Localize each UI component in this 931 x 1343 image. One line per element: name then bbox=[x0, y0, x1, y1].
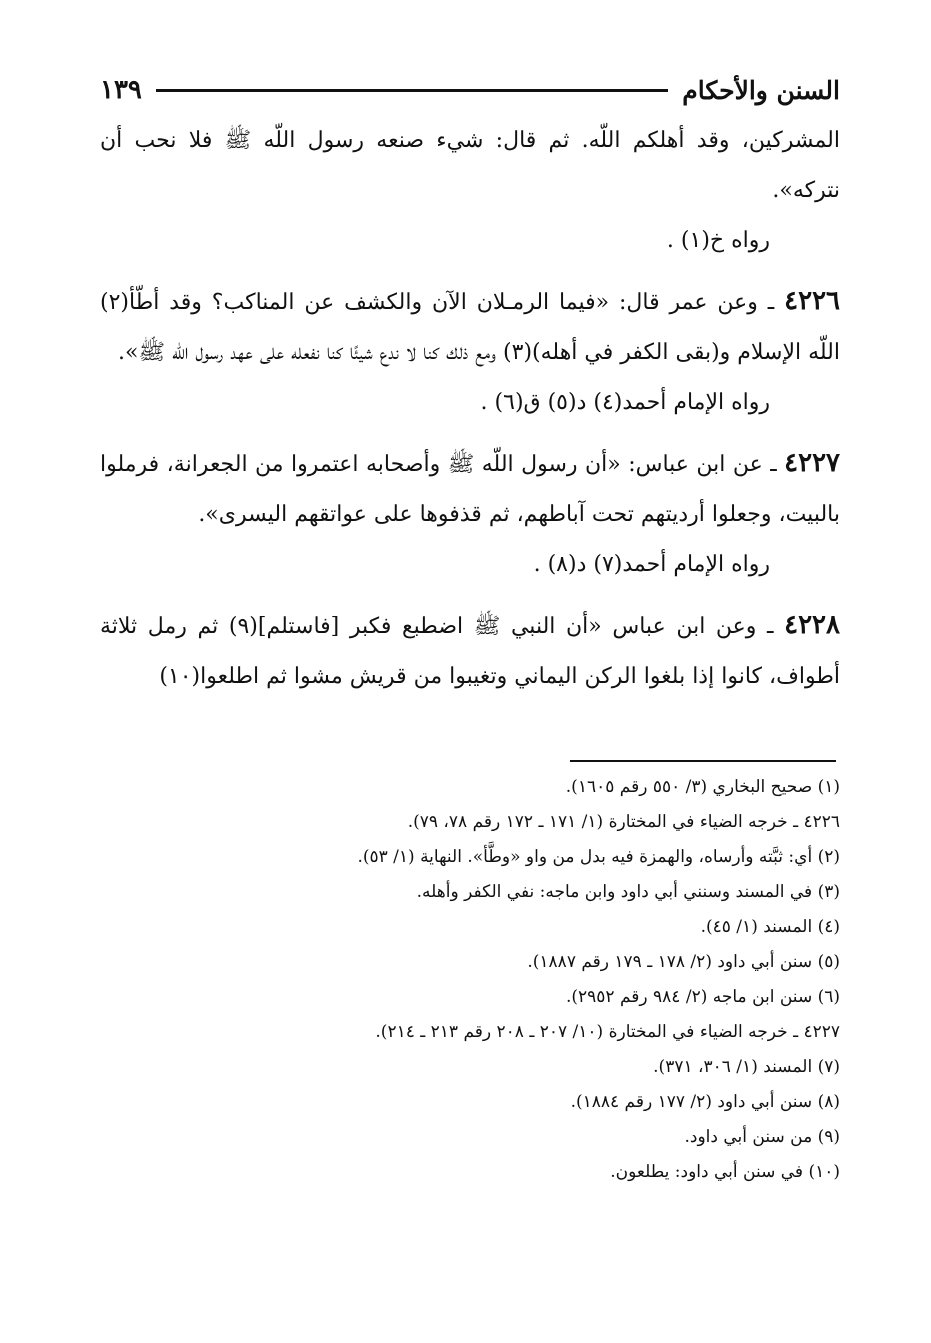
footnote-separator bbox=[570, 760, 836, 762]
hadith-4227 bbox=[100, 438, 840, 540]
footnote: (٧) المسند (١/ ٣٠٦، ٣٧١). bbox=[653, 1057, 840, 1077]
running-header bbox=[100, 70, 840, 110]
footnote: (٩) من سنن أبي داود. bbox=[684, 1127, 840, 1147]
hadith-number: ٤٢٢٧ bbox=[784, 448, 841, 478]
footnote: (٢) أي: ثبَّته وأرساه، والهمزة فيه بدل من واو «وطَّأ». النهاية (١/ ٥٣). bbox=[357, 847, 840, 867]
hadith-4226 bbox=[100, 276, 840, 378]
footnote: (٨) سنن أبي داود (٢/ ١٧٧ رقم ١٨٨٤). bbox=[570, 1092, 840, 1112]
hadith-number: ٤٢٢٦ bbox=[784, 286, 840, 316]
footnote: (١٠) في سنن أبي داود: يطلعون. bbox=[610, 1162, 840, 1182]
hadith-number: ٤٢٢٨ bbox=[784, 610, 840, 640]
footnote: (٥) سنن أبي داود (٢/ ١٧٨ ـ ١٧٩ رقم ١٨٨٧). bbox=[527, 952, 840, 972]
hadith-text: ـ وعن ابن عباس «أن النبي ﷺ اضطبع فكبر [فاستلم](٩) ثم رمل ثلاثة أطواف، كانوا إذا بلغوا الركن اليماني وتغيبوا من قريش مشوا ثم اطلعوا(١٠) bbox=[100, 614, 840, 689]
continued-hadith bbox=[100, 116, 840, 216]
chapter-title: السنن والأحكام bbox=[682, 75, 840, 105]
footnote: (٦) سنن ابن ماجه (٢/ ٩٨٤ رقم ٢٩٥٢). bbox=[565, 987, 840, 1007]
hadith-text: المشركين، وقد أهلكم اللّه. ثم قال: شيء صنعه رسول اللّه ﷺ فلا نحب أن نتركه». bbox=[100, 128, 840, 203]
narration-source: رواه الإمام أحمد(٧) د(٨) . bbox=[533, 552, 770, 577]
footnote: (٣) في المسند وسنني أبي داود وابن ماجه: نفي الكفر وأهله. bbox=[416, 882, 840, 902]
footnote: ٤٢٢٧ ـ خرجه الضياء في المختارة (١٠/ ٢٠٧ ـ ٢٠٨ رقم ٢١٣ ـ ٢١٤). bbox=[375, 1022, 840, 1042]
footnotes bbox=[100, 770, 840, 1190]
hadith-4228 bbox=[100, 600, 840, 702]
narration-source: رواه خ(١) . bbox=[666, 228, 770, 253]
hadith-text: ـ عن ابن عباس: «أن رسول اللّه ﷺ وأصحابه اعتمروا من الجعرانة، فرملوا بالبيت، وجعلوا أرديتهم تحت آباطهم، ثم قذفوها على عواتقهم اليسرى». bbox=[100, 452, 840, 527]
header-rule bbox=[156, 89, 668, 92]
page-number: ١٣٩ bbox=[100, 75, 142, 105]
footnote: (١) صحيح البخاري (٣/ ٥٥٠ رقم ١٦٠٥). bbox=[565, 777, 840, 797]
main-text bbox=[100, 116, 840, 702]
footnote: ٤٢٢٦ ـ خرجه الضياء في المختارة (١/ ١٧١ ـ ١٧٢ رقم ٧٨، ٧٩). bbox=[407, 812, 840, 832]
footnote: (٤) المسند (١/ ٤٥). bbox=[700, 917, 840, 937]
narration-source: رواه الإمام أحمد(٤) د(٥) ق(٦) . bbox=[480, 390, 770, 415]
hadith-text: ـ وعن عمر قال: «فيما الرمـلان الآن والكشف عن المناكب؟ وقد أطّأ(٢) اللّه الإسلام و(بقى الكفر في أهله)(٣) ومع ذلك كنا لا ندع شيئًا كنا نفعله على عهد رسول اللّه ﷺ». bbox=[100, 290, 840, 365]
